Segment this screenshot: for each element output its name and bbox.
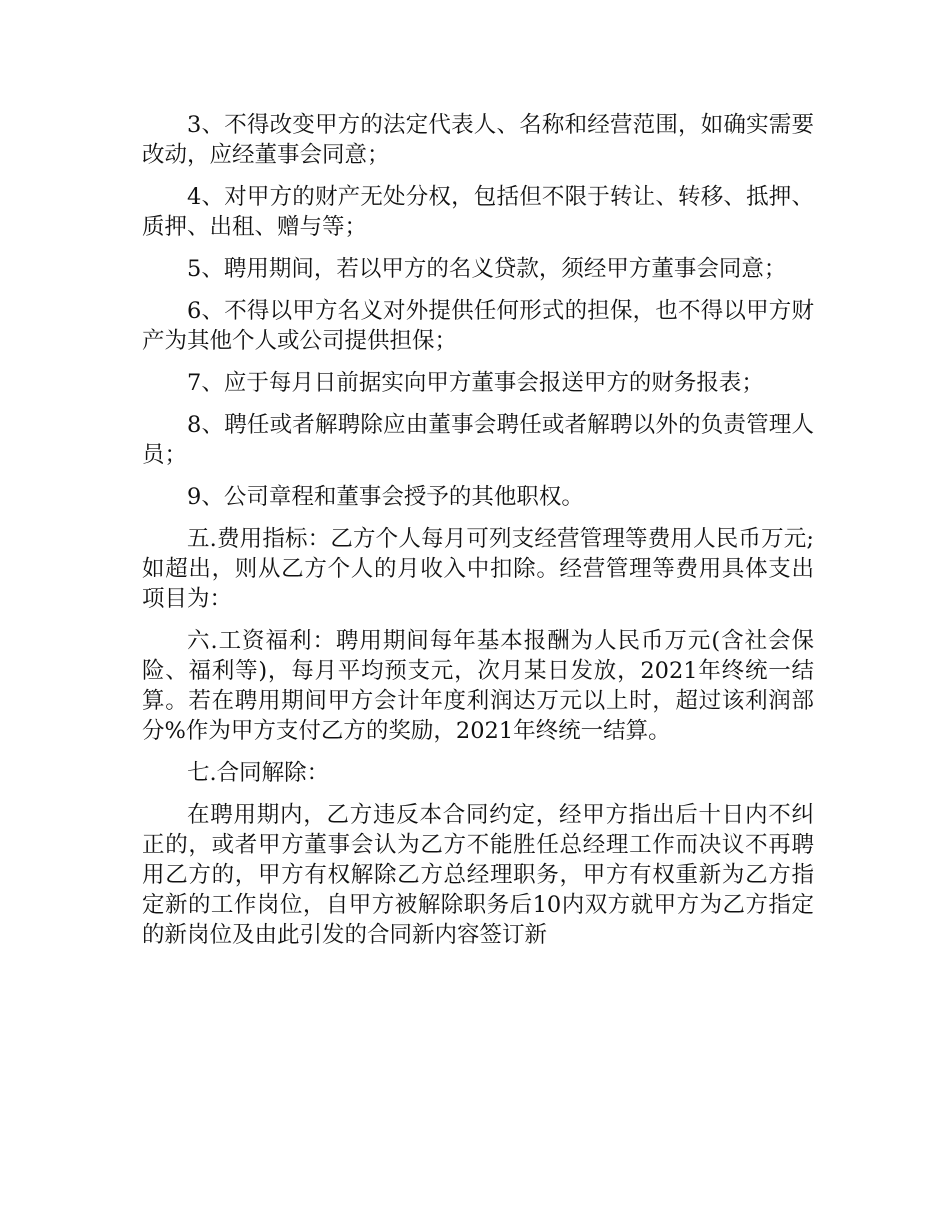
document-page	[142, 110, 814, 962]
paragraph-clause-4: 4、对甲方的财产无处分权，包括但不限于转让、转移、抵押、质押、出租、赠与等；	[142, 184, 814, 240]
paragraph-clause-9: 9、公司章程和董事会授予的其他职权。	[187, 484, 584, 510]
paragraph-clause-6: 6、不得以甲方名义对外提供任何形式的担保，也不得以甲方财产为其他个人或公司提供担保；	[142, 298, 814, 354]
paragraph-clause-3: 3、不得改变甲方的法定代表人、名称和经营范围，如确实需要改动，应经董事会同意；	[142, 112, 814, 168]
paragraph-section-salary: 六.工资福利：聘用期间每年基本报酬为人民币万元(含社会保险、福利等)，每月平均预支元，次月某日发放，2021年终统一结算。若在聘用期间甲方会计年度利润达万元以上时，超过该利润部分%作为甲方支付乙方的奖励，2021年终统一结算。	[142, 628, 814, 744]
paragraph-clause-5: 5、聘用期间，若以甲方的名义贷款，须经甲方董事会同意；	[187, 256, 787, 282]
paragraph-clause-8: 8、聘任或者解聘除应由董事会聘任或者解聘以外的负责管理人员；	[142, 412, 814, 468]
paragraph-termination-body: 在聘用期内，乙方违反本合同约定，经甲方指出后十日内不纠正的，或者甲方董事会认为乙方不能胜任总经理工作而决议不再聘用乙方的，甲方有权解除乙方总经理职务，甲方有权重新为乙方指定新的工作岗位，自甲方被解除职务后10内双方就甲方为乙方指定的新岗位及由此引发的合同新内容签订新	[142, 802, 814, 948]
paragraph-section-termination-heading: 七.合同解除：	[187, 760, 330, 786]
paragraph-section-expense: 五.费用指标：乙方个人每月可列支经营管理等费用人民币万元;如超出，则从乙方个人的月收入中扣除。经营管理等费用具体支出项目为：	[142, 526, 814, 612]
paragraph-clause-7: 7、应于每月日前据实向甲方董事会报送甲方的财务报表；	[187, 370, 764, 396]
